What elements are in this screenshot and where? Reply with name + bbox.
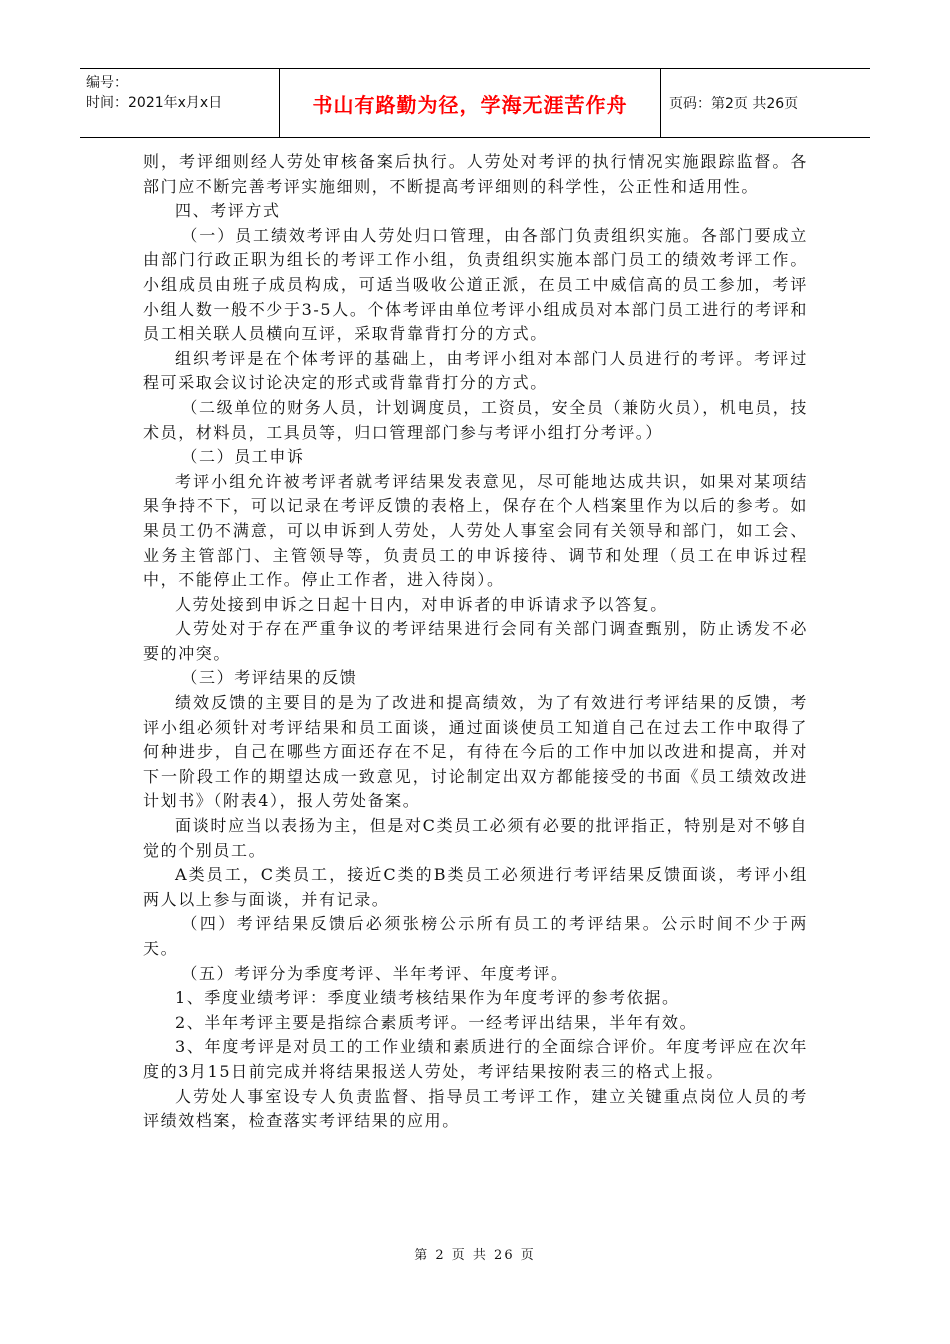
paragraph: （一）员工绩效考评由人劳处归口管理，由各部门负责组织实施。各部门要成立由部门行政正职为组长的考评工作小组，负责组织实施本部门员工的绩效考评工作。小组成员由班子成员构成，可适当吸收公道正派，在员工中威信高的员工参加，考评小组人数一般不少于3-5人。个体考评由单位考评小组成员对本部门员工进行的考评和员工相关联人员横向互评，采取背靠背打分的方式。 bbox=[143, 225, 808, 344]
document-number-label: 编号： bbox=[86, 75, 128, 91]
section-heading: 四、考评方式 bbox=[175, 201, 281, 221]
paragraph: 绩效反馈的主要目的是为了改进和提高绩效，为了有效进行考评结果的反馈，考评小组必须针对考评结果和员工面谈，通过面谈使员工知道自己在过去工作中取得了何种进步，自己在哪些方面还存在不足，有待在今后的工作中加以改进和提高，并对下一阶段工作的期望达成一致意见，讨论制定出双方都能接受的书面《员工绩效改进计划书》（附表4），报人劳处备案。 bbox=[143, 693, 808, 811]
paragraph: 考评小组允许被考评者就考评结果发表意见，尽可能地达成共识，如果对某项结果争持不下，可以记录在考评反馈的表格上，保存在个人档案里作为以后的参考。如果员工仍不满意，可以申诉到人劳处，人劳处人事室会同有关领导和部门，如工会、业务主管部门、主管领导等，负责员工的申诉接待、调节和处理（员工在申诉过程中，不能停止工作。停止工作者，进入待岗）。 bbox=[143, 471, 808, 590]
paragraph: A类员工，C类员工，接近C类的B类员工必须进行考评结果反馈面谈，考评小组两人以上参与面谈，并有记录。 bbox=[143, 865, 808, 909]
paragraph: 面谈时应当以表扬为主，但是对C类员工必须有必要的批评指正，特别是对不够自觉的个别员工。 bbox=[143, 816, 808, 860]
subsection-heading: （二）员工申诉 bbox=[181, 447, 305, 467]
subsection-heading: （五）考评分为季度考评、半年考评、年度考评。 bbox=[181, 963, 569, 983]
document-time-label: 时间：2021年x月x日 bbox=[86, 95, 223, 111]
paragraph: 人劳处接到申诉之日起十日内，对申诉者的申诉请求予以答复。 bbox=[175, 594, 668, 614]
document-body bbox=[143, 150, 808, 1134]
paragraph: （二级单位的财务人员，计划调度员，工资员，安全员（兼防火员），机电员，技术员，材料员，工具员等，归口管理部门参与考评小组打分考评。） bbox=[143, 397, 808, 442]
list-item: 1、季度业绩考评：季度业绩考核结果作为年度考评的参考依据。 bbox=[175, 988, 680, 1008]
header-meta bbox=[80, 69, 280, 137]
paragraph: （四）考评结果反馈后必须张榜公示所有员工的考评结果。公示时间不少于两天。 bbox=[143, 914, 808, 958]
subsection-heading: （三）考评结果的反馈 bbox=[181, 668, 358, 688]
header-page-number: 页码：第2页 共26页 bbox=[669, 96, 799, 112]
paragraph: 组织考评是在个体考评的基础上，由考评小组对本部门人员进行的考评。考评过程可采取会议讨论决定的形式或背靠背打分的方式。 bbox=[143, 348, 808, 393]
header-motto: 书山有路勤为径，学海无涯苦作舟 bbox=[280, 69, 661, 137]
page-footer: 第 2 页 共 26 页 bbox=[414, 1248, 536, 1263]
page-header bbox=[80, 68, 870, 138]
paragraph: 人劳处对于存在严重争议的考评结果进行会同有关部门调查甄别，防止诱发不必要的冲突。 bbox=[143, 619, 808, 663]
paragraph: 则，考评细则经人劳处审核备案后执行。人劳处对考评的执行情况实施跟踪监督。各部门应不断完善考评实施细则，不断提高考评细则的科学性，公正性和适用性。 bbox=[143, 152, 808, 196]
list-item: 3、年度考评是对员工的工作业绩和素质进行的全面综合评价。年度考评应在次年度的3月15日前完成并将结果报送人劳处，考评结果按附表三的格式上报。 bbox=[143, 1037, 808, 1081]
paragraph: 人劳处人事室设专人负责监督、指导员工考评工作，建立关键重点岗位人员的考评绩效档案，检查落实考评结果的应用。 bbox=[143, 1086, 808, 1131]
list-item: 2、半年考评主要是指综合素质考评。一经考评出结果，半年有效。 bbox=[175, 1012, 698, 1032]
